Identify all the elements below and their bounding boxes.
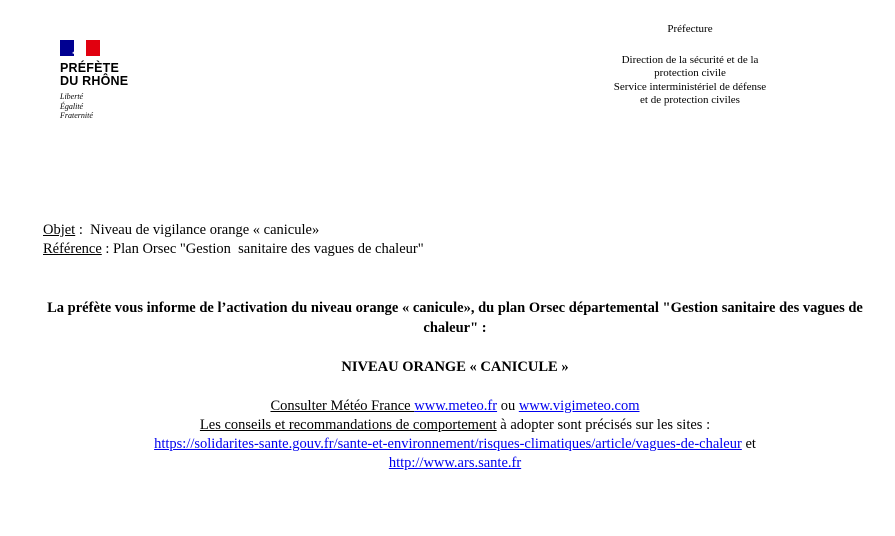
objet-line: [43, 221, 424, 240]
advice-line: [40, 416, 870, 435]
logo-title: [60, 62, 200, 88]
advice-underlined: Les conseils et recommandations de comportement: [199, 417, 497, 433]
sender-header: [585, 23, 795, 108]
direction-line-1: Direction de la sécurité et de la: [621, 53, 759, 66]
motto-egalite: Égalité: [60, 101, 84, 111]
direction-line-2: protection civile: [654, 67, 726, 79]
ars-link[interactable]: http://www.ars.sante.fr: [388, 455, 522, 471]
marianne-flag-icon: [60, 40, 100, 56]
or-text: ou: [497, 398, 519, 414]
motto-fraternite: Fraternité: [60, 111, 93, 120]
consult-line: [40, 397, 870, 416]
reference-block: [43, 221, 424, 259]
announcement-text: La préfète vous informe de l’activation du niveau orange « canicule», du plan Orsec départemental "Gestion sanitaire des vagues de chaleur" :: [47, 300, 863, 336]
logo-title-line1: PRÉFÈTE: [60, 61, 120, 75]
meteo-link[interactable]: www.meteo.fr: [414, 398, 498, 414]
motto-liberte: Liberté: [60, 92, 84, 101]
logo-title-line2: DU RHÔNE: [60, 74, 129, 88]
solidarites-link[interactable]: https://solidarites-sante.gouv.fr/sante-et-environnement/risques-climatiques/article/vagues-de-chaleur: [154, 436, 742, 452]
reference-label: Référence: [43, 241, 102, 257]
direction-line-4: et de protection civiles: [640, 94, 740, 106]
reference-text: : Plan Orsec "Gestion sanitaire des vagues de chaleur": [101, 241, 424, 257]
level-title: NIVEAU ORANGE « CANICULE »: [341, 359, 569, 375]
reference-line: [43, 240, 424, 259]
vigimeteo-link[interactable]: www.vigimeteo.com: [518, 398, 640, 414]
solidarites-line: [40, 435, 870, 454]
logo-block: [60, 40, 200, 121]
objet-text: : Niveau de vigilance orange « canicule»: [75, 222, 320, 238]
prefecture-label: Préfecture: [667, 23, 713, 35]
ars-line: [40, 454, 870, 473]
direction-line-3: Service interministériel de défense: [613, 80, 767, 93]
et-text: et: [741, 436, 756, 452]
republic-motto: [60, 92, 200, 121]
advice-rest: à adopter sont précisés sur les sites :: [496, 417, 711, 433]
links-block: [40, 397, 870, 473]
objet-label: Objet: [43, 222, 76, 238]
consult-prefix: Consulter Météo France: [270, 398, 415, 414]
